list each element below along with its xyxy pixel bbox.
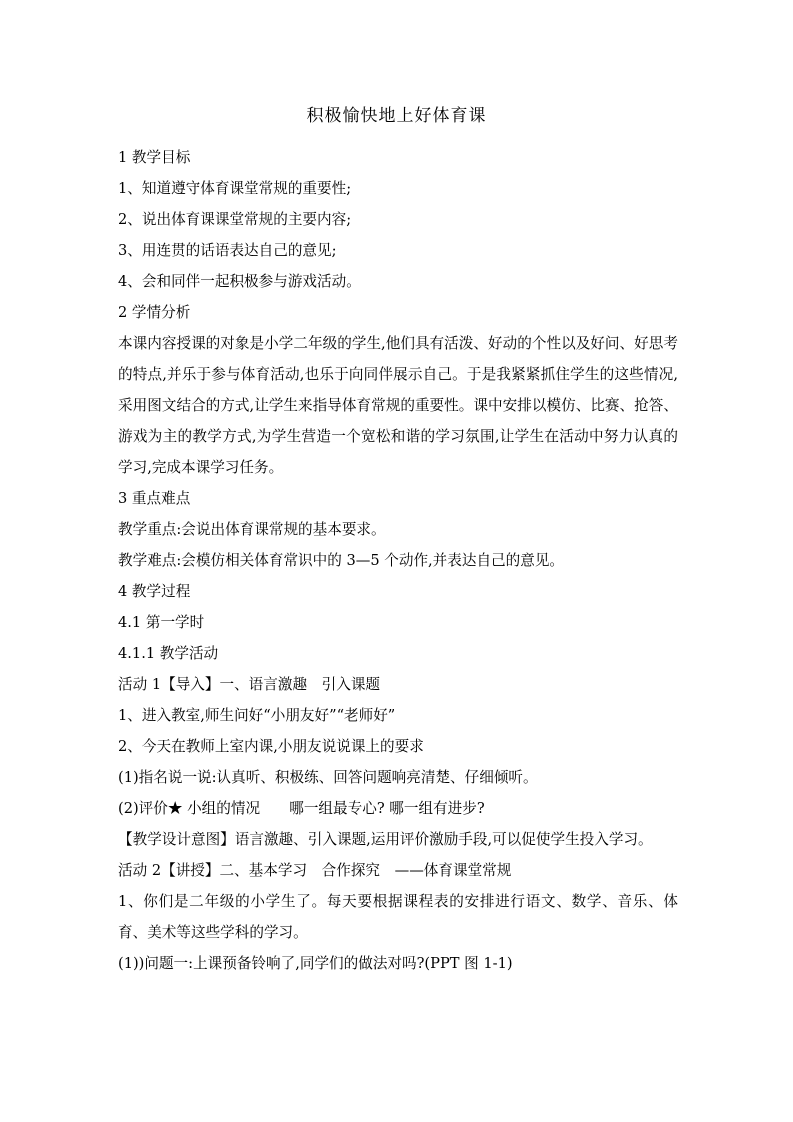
analysis-paragraph: 本课内容授课的对象是小学二年级的学生,他们具有活泼、好动的个性以及好问、好思考的特点,并乐于参与体育活动,也乐于向同伴展示自己。于是我紧紧抓住学生的这些情况,采用图文结合的方式,让学生来指导体育常规的重要性。课中安排以模仿、比赛、抢答、游戏为主的教学方式,为学生营造一个宽松和谐的学习氛围,让学生在活动中努力认真的学习,完成本课学习任务。 [118,335,678,476]
section-heading-objectives: 1 教学目标 [118,149,191,166]
document-body [118,142,678,979]
activity-1-substep-1: (1)指名说一说:认真听、积极练、回答问题响亮清楚、仔细倾听。 [118,769,538,786]
section-heading-key-points: 3 重点难点 [118,490,191,507]
subsection-heading-activities: 4.1.1 教学活动 [118,645,219,662]
objective-item-4: 4、会和同伴一起积极参与游戏活动。 [118,273,361,290]
objective-item-2: 2、说出体育课课堂常规的主要内容; [118,211,352,228]
document-title: 积极愉快地上好体育课 [306,106,487,126]
section-heading-analysis: 2 学情分析 [118,304,191,321]
activity-1-heading: 活动 1【导入】一、语言激趣 引入课题 [118,676,381,693]
key-point-text: 教学重点:会说出体育课常规的基本要求。 [118,521,386,538]
difficult-point-text: 教学难点:会模仿相关体育常识中的 3—5 个动作,并表达自己的意见。 [118,552,565,569]
design-intent-paragraph: 【教学设计意图】语言激趣、引入课题,运用评价激励手段,可以促使学生投入学习。 [118,831,653,848]
objective-item-3: 3、用连贯的话语表达自己的意见; [118,242,337,259]
objective-item-1: 1、知道遵守体育课堂常规的重要性; [118,180,352,197]
activity-2-question-1: (1))问题一:上课预备铃响了,同学们的做法对吗?(PPT 图 1-1) [118,955,513,972]
activity-1-step-1: 1、进入教室,师生问好“小朋友好”“老师好” [118,707,396,724]
activity-1-step-2: 2、今天在教师上室内课,小朋友说说课上的要求 [118,738,424,755]
activity-2-step-1: 1、你们是二年级的小学生了。每天要根据课程表的安排进行语文、数学、音乐、体育、美术等这些学科的学习。 [118,893,678,941]
section-heading-process: 4 教学过程 [118,583,191,600]
activity-2-heading: 活动 2【讲授】二、基本学习 合作探究 ——体育课堂常规 [118,862,512,879]
subsection-heading-first-lesson: 4.1 第一学时 [118,614,205,631]
activity-1-substep-2: (2)评价★ 小组的情况 哪一组最专心? 哪一组有进步? [118,800,485,817]
